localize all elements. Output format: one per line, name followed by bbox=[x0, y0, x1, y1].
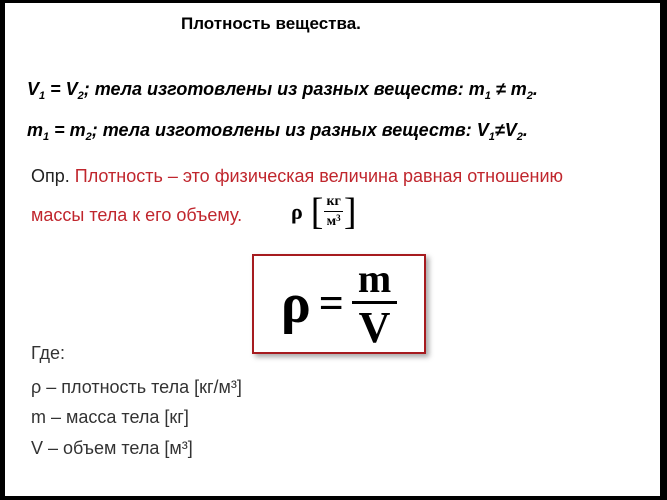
statement-text: = m bbox=[49, 120, 86, 140]
slide-title: Плотность вещества. bbox=[181, 14, 361, 33]
unit-denominator-base: м bbox=[326, 214, 337, 229]
subscript: 1 bbox=[43, 131, 50, 143]
legend-volume: V – объем тела [м³] bbox=[31, 438, 193, 458]
definition-line-1 bbox=[31, 166, 563, 187]
definition-prefix: Опр. bbox=[31, 166, 75, 186]
statement-text: ; тела изготовлены из разных веществ: m bbox=[83, 79, 485, 99]
definition-text: Плотность – это физическая величина равная отношению bbox=[74, 166, 564, 186]
statement-text: ≠V bbox=[494, 120, 517, 140]
density-formula bbox=[252, 254, 426, 354]
right-bracket: ] bbox=[343, 191, 357, 233]
formula-fraction bbox=[352, 255, 397, 352]
density-units bbox=[291, 193, 357, 231]
unit-fraction bbox=[324, 195, 342, 229]
formula-numerator: m bbox=[352, 259, 397, 304]
formula-denominator: V bbox=[358, 302, 391, 352]
statement-text: V bbox=[27, 79, 40, 99]
subscript: 1 bbox=[488, 131, 495, 143]
rho-symbol: ρ bbox=[291, 199, 303, 224]
statement-text: m bbox=[27, 120, 44, 140]
statement-text: . bbox=[522, 120, 528, 140]
left-bracket: [ bbox=[310, 191, 324, 233]
statement-text: ≠ m bbox=[490, 79, 527, 99]
statement-text: ; тела изготовлены из разных веществ: V bbox=[91, 120, 489, 140]
unit-power: 3 bbox=[336, 213, 341, 223]
formula-rho: ρ bbox=[280, 273, 311, 335]
subscript: 2 bbox=[516, 131, 523, 143]
subscript: 2 bbox=[77, 90, 84, 102]
subscript: 1 bbox=[484, 90, 491, 102]
definition-line-2 bbox=[31, 205, 242, 226]
statement-text: . bbox=[532, 79, 538, 99]
formula-equals: = bbox=[318, 279, 344, 328]
unit-numerator: кг bbox=[324, 195, 342, 212]
legend-density: ρ – плотность тела [кг/м³] bbox=[31, 377, 242, 397]
where-label: Где: bbox=[31, 343, 66, 363]
unit-denominator bbox=[327, 212, 341, 229]
subscript: 2 bbox=[526, 90, 533, 102]
statement-equal-volumes bbox=[27, 79, 538, 102]
slide bbox=[5, 3, 660, 496]
statement-equal-masses bbox=[27, 120, 528, 143]
statement-text: = V bbox=[45, 79, 78, 99]
subscript: 2 bbox=[85, 131, 92, 143]
definition-text: массы тела к его объему. bbox=[31, 205, 243, 225]
subscript: 1 bbox=[39, 90, 46, 102]
legend-mass: m – масса тела [кг] bbox=[31, 407, 189, 427]
